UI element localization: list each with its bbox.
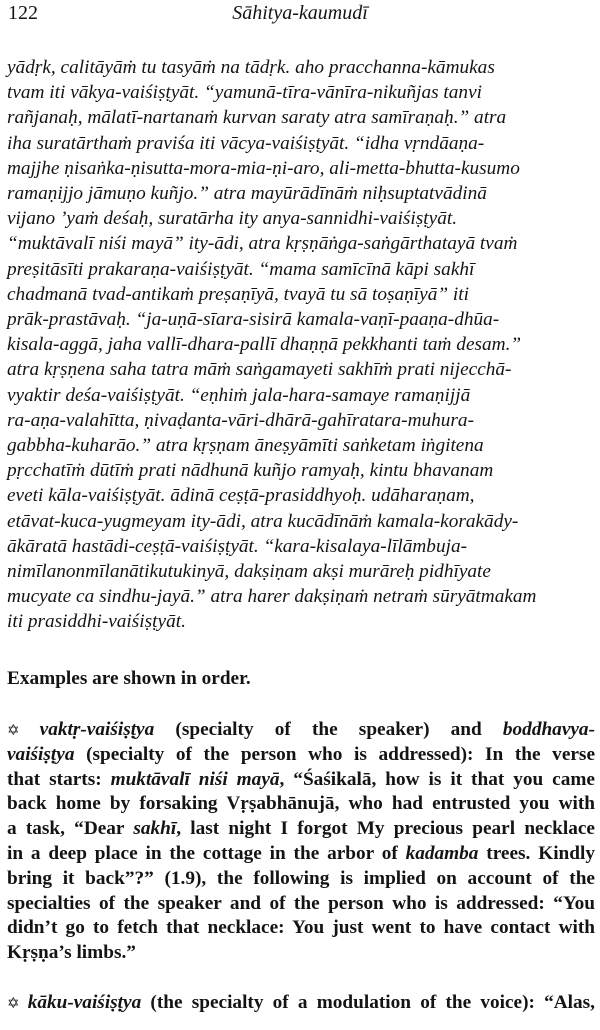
paragraph-line bbox=[7, 941, 595, 965]
sanskrit-line: chadmanā tvad-antikaṁ preṣaṇīyā, tvayā tu sā toṣaṇīyā” iti bbox=[7, 283, 469, 305]
sanskrit-line: majjhe ṇisaṅka-ṇisutta-mora-mia-ṇi-aro, ali-metta-bhutta-kusumo bbox=[7, 157, 520, 179]
text-segment: bring it back”?” (1.9), the following is implied on account of the bbox=[7, 867, 595, 889]
paragraph-line bbox=[7, 718, 595, 743]
sanskrit-line: prāk-prastāvaḥ. “ja-uṇā-sīara-sisirā kamala-vaṇī-paaṇa-dhūa- bbox=[7, 309, 500, 330]
sanskrit-line: tvam iti vākya-vaiśiṣṭyāt. “yamunā-tīra-vānīra-nikuñjas tanvi bbox=[7, 82, 482, 104]
text-segment: (specialty of the speaker) and bbox=[154, 719, 503, 740]
italic-term: boddhavya- bbox=[502, 719, 595, 740]
sanskrit-line: yādṛk, calitāyāṁ tu tasyāṁ na tādṛk. aho pracchanna-kāmukas bbox=[7, 57, 495, 78]
italic-term: kāku-vaiśiṣṭya bbox=[27, 992, 142, 1013]
sanskrit-line: mucyate ca sindhu-jayā.” atra harer dakṣiṇaṁ netraṁ sūryātmakam bbox=[7, 586, 537, 608]
paragraph-line bbox=[7, 817, 595, 841]
text-segment: a task, “Dear bbox=[7, 818, 134, 840]
sanskrit-line: vijano ’yaṁ deśaḥ, suratārha ity anya-sannidhi-vaiśiṣṭyāt. bbox=[7, 208, 458, 230]
text-segment: Kṛṣṇa’s limbs.” bbox=[7, 942, 136, 964]
text-segment: back home by forsaking Vṛṣabhānujā, who had entrusted you with bbox=[7, 793, 595, 815]
paragraph-line bbox=[7, 892, 595, 916]
examples-heading: Examples are shown in order. bbox=[7, 668, 251, 689]
text-segment: didn’t go to fetch that necklace: You just went to have contact with bbox=[7, 917, 595, 939]
paragraph-line bbox=[7, 743, 595, 767]
italic-term: vaiśiṣṭya bbox=[7, 743, 75, 765]
sanskrit-line: atra kṛṣṇena saha tatra māṁ saṅgamayeti sakhīṁ prati nijecchā- bbox=[7, 359, 512, 381]
sanskrit-line: vyaktir deśa-vaiśiṣṭyāt. “eṇhiṁ jala-hara-samaye ramaṇijjā bbox=[7, 384, 471, 406]
sanskrit-line: ākāratā hastādi-ceṣṭā-vaiśiṣṭyāt. “kara-kisalaya-līlāmbuja- bbox=[7, 535, 468, 557]
italic-term: kadamba bbox=[405, 843, 479, 864]
sanskrit-line: pṛcchatīṁ dūtīṁ prati nādhunā kuñjo ramyaḥ, kintu bhavanam bbox=[7, 460, 494, 482]
text-segment: (the specialty of a modulation of the voice): “Alas, bbox=[141, 992, 595, 1013]
paragraph-line bbox=[7, 991, 595, 1016]
paragraph-line bbox=[7, 867, 595, 891]
sanskrit-line: gabbha-kuharāo.” atra kṛṣṇam āneṣyāmīti saṅketam iṅgitena bbox=[7, 435, 484, 456]
sanskrit-line: iti prasiddhi-vaiśiṣṭyāt. bbox=[7, 611, 186, 633]
running-title: Sāhitya-kaumudī bbox=[232, 2, 368, 24]
sanskrit-line: kisala-aggā, jaha vallī-dhara-pallī dhaṇṇā pekkhanti taṁ desam.” bbox=[7, 334, 522, 356]
text-segment: that starts: bbox=[7, 768, 111, 790]
text-segment: in a deep place in the cottage in the arbor of bbox=[7, 843, 406, 864]
sanskrit-line: nimīlanonmīlanātikutukinyā, dakṣiṇam akṣi murāreḥ pidhīyate bbox=[7, 561, 491, 582]
text-segment: , “Śaśikalā, how is it that you came bbox=[279, 768, 595, 790]
text-segment: (specialty of the person who is addressed): In the verse bbox=[74, 743, 595, 765]
italic-term: vaktṛ-vaiśiṣṭya bbox=[39, 719, 155, 740]
paragraph-line bbox=[7, 792, 595, 816]
star-bullet-icon: ✡ bbox=[7, 723, 40, 739]
sanskrit-line: ramaṇijjo jāmuṇo kuñjo.” atra mayūrādīnāṁ niḥsuptatvādinā bbox=[7, 183, 487, 204]
sanskrit-line: “muktāvalī niśi mayā” ity-ādi, atra kṛṣṇāṅga-saṅgārthatayā tvaṁ bbox=[7, 233, 518, 255]
page-number: 122 bbox=[8, 2, 38, 24]
sanskrit-line: ra-aṇa-valahītta, ṇivaḍanta-vāri-dhārā-gahīratara-muhura- bbox=[7, 409, 474, 431]
paragraph-line bbox=[7, 842, 595, 866]
sanskrit-line: etāvat-kuca-yugmeyam ity-ādi, atra kucādīnāṁ kamala-korakādy- bbox=[7, 510, 519, 532]
text-segment: specialties of the speaker and of the person who is addressed: “You bbox=[7, 892, 595, 914]
italic-term: sakhī bbox=[133, 818, 177, 840]
sanskrit-line: rañjanaḥ, mālatī-nartanaṁ kurvan saraty atra samīraṇaḥ.” atra bbox=[7, 107, 507, 129]
text-segment: , last night I forgot My precious pearl necklace bbox=[176, 818, 595, 840]
sanskrit-line: iha suratārthaṁ praviśa iti vācya-vaiśiṣṭyāt. “idha vṛndāaṇa- bbox=[7, 132, 485, 154]
sanskrit-line: eveti kāla-vaiśiṣṭyāt. ādinā ceṣṭā-prasiddhyoḥ. udāharaṇam, bbox=[7, 485, 475, 507]
paragraph-line bbox=[7, 916, 595, 940]
star-bullet-icon: ✡ bbox=[7, 996, 28, 1012]
text-segment: trees. Kindly bbox=[478, 843, 595, 864]
sanskrit-line: preṣitāsīti prakaraṇa-vaiśiṣṭyāt. “mama samīcīnā kāpi sakhī bbox=[7, 258, 475, 280]
paragraph-line bbox=[7, 768, 595, 792]
italic-term: muktāvalī niśi mayā bbox=[110, 768, 280, 790]
